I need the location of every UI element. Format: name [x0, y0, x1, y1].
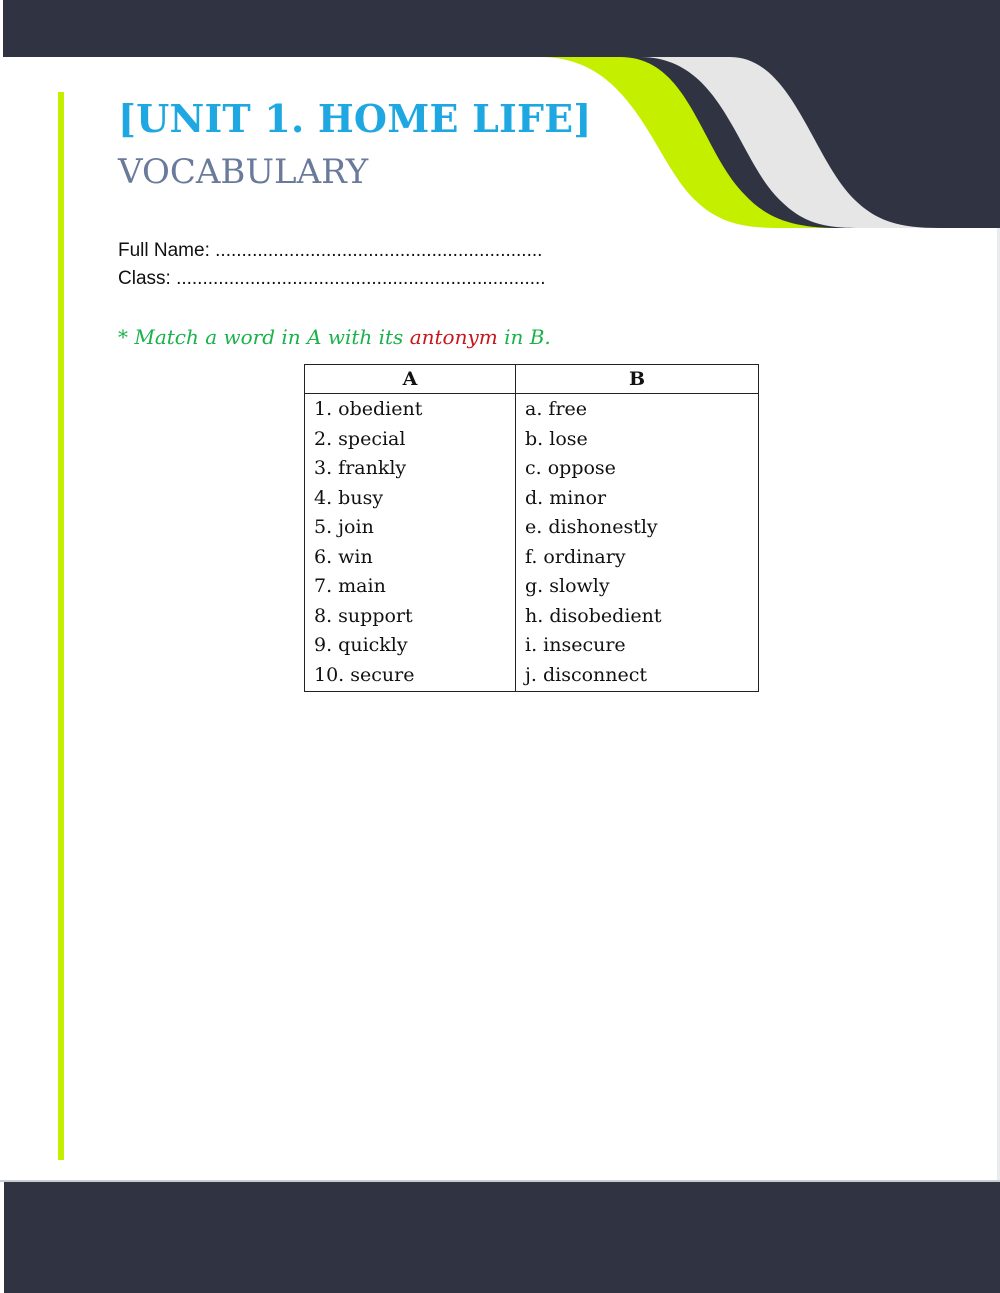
table-row	[305, 425, 759, 455]
word-b: i. insecure	[516, 631, 759, 661]
word-a: 2. special	[305, 425, 516, 455]
word-a: 10. secure	[305, 661, 516, 692]
page-title: [UNIT 1. HOME LIFE]	[118, 96, 592, 141]
matching-table	[304, 364, 759, 692]
word-b: f. ordinary	[516, 543, 759, 573]
word-a: 7. main	[305, 572, 516, 602]
word-b: h. disobedient	[516, 602, 759, 632]
table-row	[305, 572, 759, 602]
footer-band	[0, 1180, 1000, 1293]
left-accent-rule	[58, 92, 64, 1160]
full-name-field: Full Name: ..............................................................	[118, 240, 543, 261]
word-a: 4. busy	[305, 484, 516, 514]
instruction-part1: * Match a word in A with its	[118, 325, 410, 349]
table-row	[305, 454, 759, 484]
word-b: j. disconnect	[516, 661, 759, 692]
word-a: 3. frankly	[305, 454, 516, 484]
word-b: e. dishonestly	[516, 513, 759, 543]
column-header-b: B	[516, 365, 759, 394]
table-header-row	[305, 365, 759, 394]
table-row	[305, 394, 759, 425]
column-header-a: A	[305, 365, 516, 394]
table-row	[305, 661, 759, 692]
word-a: 6. win	[305, 543, 516, 573]
page-subtitle: VOCABULARY	[118, 152, 369, 192]
word-a: 1. obedient	[305, 394, 516, 425]
word-b: d. minor	[516, 484, 759, 514]
table-row	[305, 631, 759, 661]
table-row	[305, 602, 759, 632]
table-row	[305, 513, 759, 543]
word-b: b. lose	[516, 425, 759, 455]
table-row	[305, 543, 759, 573]
table-row	[305, 484, 759, 514]
word-a: 8. support	[305, 602, 516, 632]
instruction-part2: in B.	[497, 325, 551, 349]
instruction-highlight: antonym	[409, 325, 498, 349]
word-b: c. oppose	[516, 454, 759, 484]
word-a: 9. quickly	[305, 631, 516, 661]
class-field: Class: ......................................................................	[118, 268, 546, 289]
word-b: a. free	[516, 394, 759, 425]
word-b: g. slowly	[516, 572, 759, 602]
instruction-text	[118, 325, 551, 349]
word-a: 5. join	[305, 513, 516, 543]
